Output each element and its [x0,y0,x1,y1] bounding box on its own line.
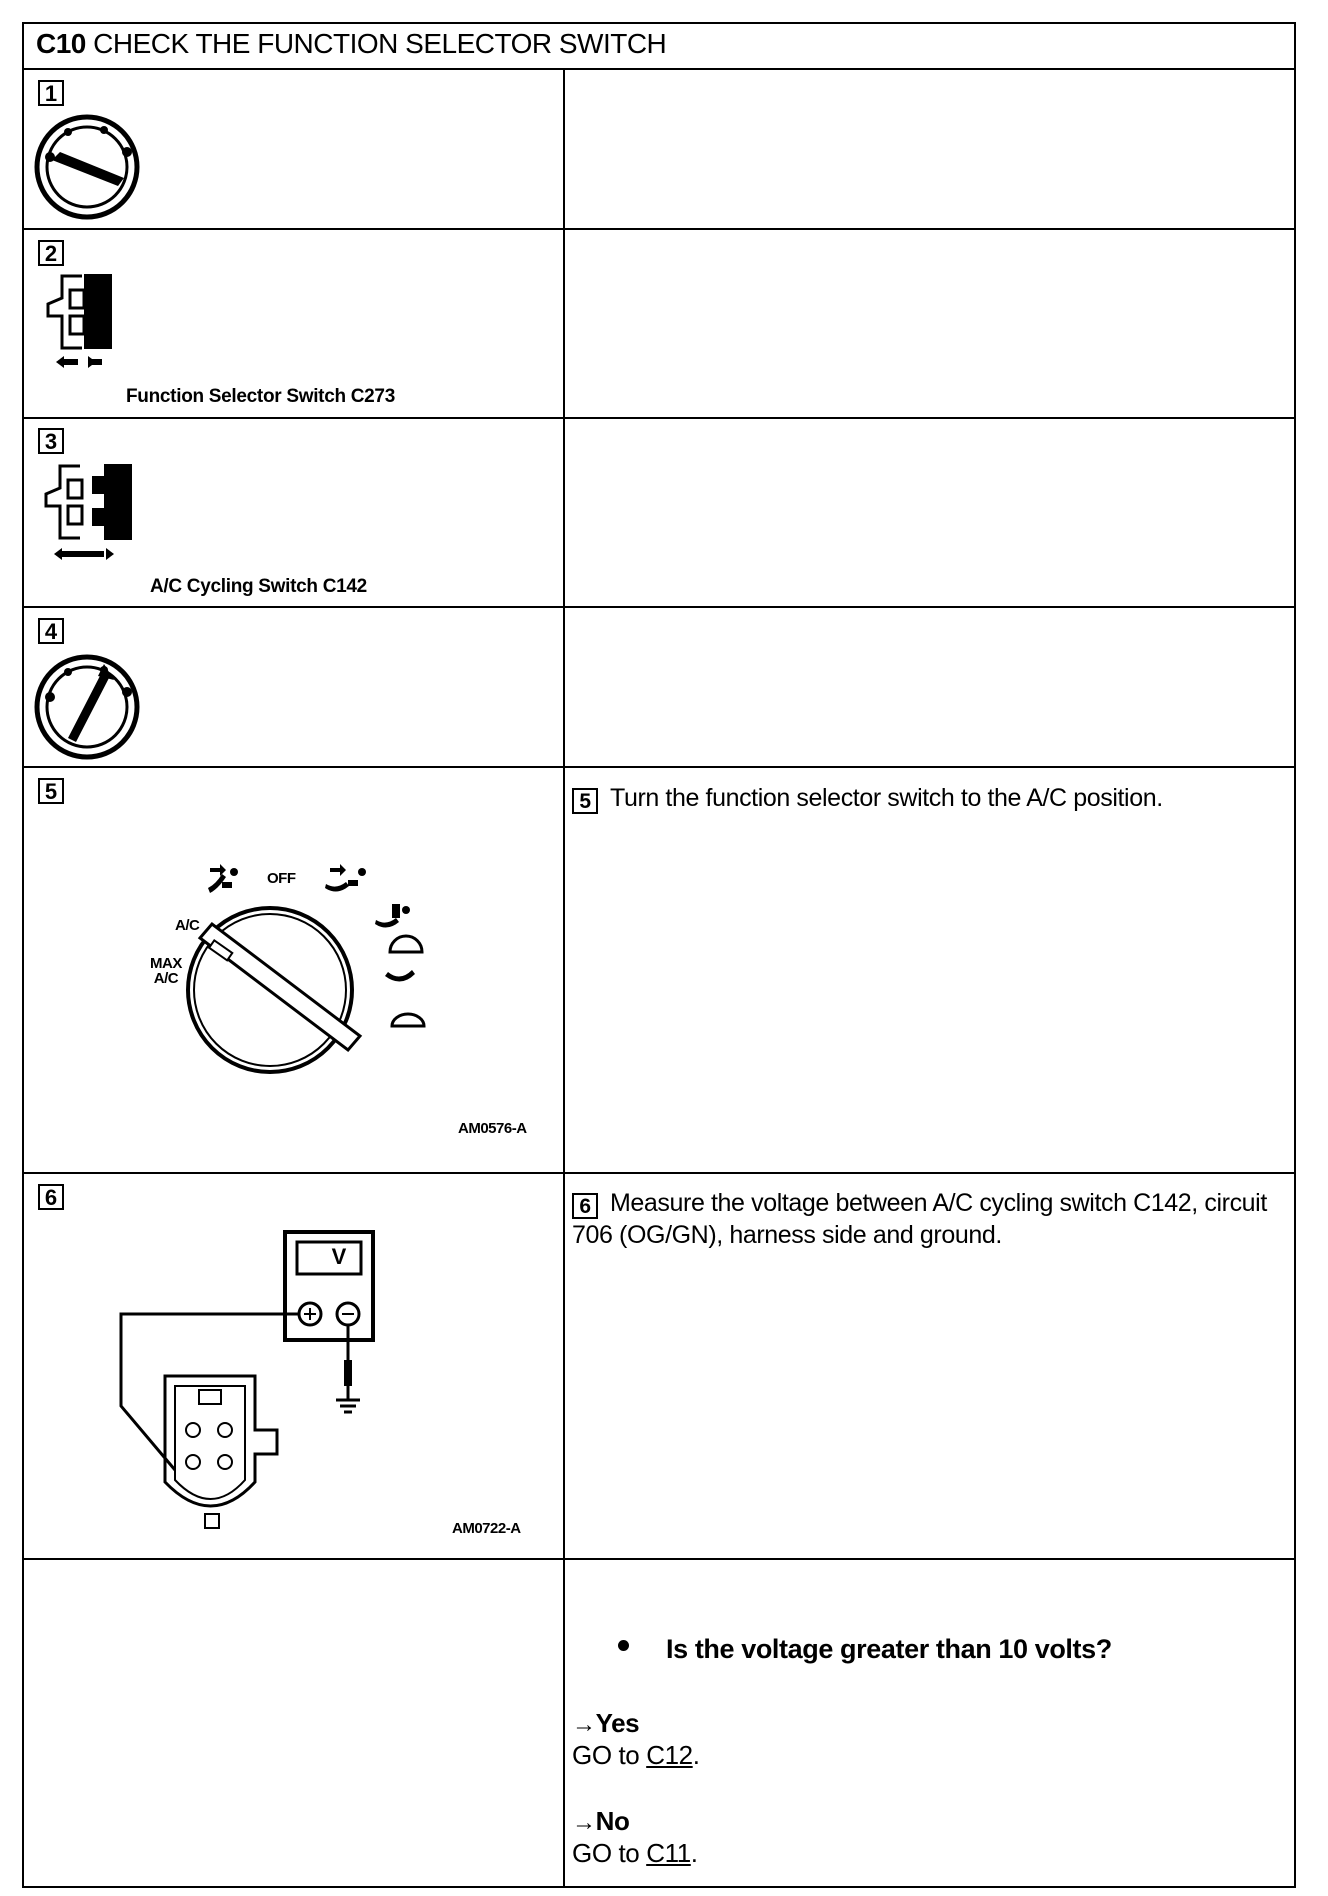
ignition-key-run-icon [32,652,144,762]
row-divider [22,417,1296,419]
row-divider [22,1558,1296,1560]
figure-code-6: AM0722-A [452,1520,521,1537]
instruction-6: 6 Measure the voltage between A/C cycling switch C142, circuit 706 (OG/GN), harness side and ground. [572,1189,1267,1249]
goto-c11-link[interactable]: C11 [646,1838,691,1868]
answer-yes-label: →Yes [572,1708,640,1738]
meter-label: V [331,1244,347,1269]
row-divider [22,766,1296,768]
ignition-key-off-icon [32,112,144,222]
figure-caption-2: Function Selector Switch C273 [126,386,395,407]
row-divider [22,228,1296,230]
answer-yes-action: GO to C12. [572,1740,700,1770]
goto-c12-link[interactable]: C12 [646,1740,693,1770]
step-number-5: 5 [38,778,64,804]
figure-code-5: AM0576-A [458,1120,527,1137]
dial-label-max-ac: MAX A/C [150,955,182,987]
bullet [618,1640,629,1651]
step-number-inline-6: 6 [572,1193,598,1219]
figure-caption-3: A/C Cycling Switch C142 [150,576,367,597]
row-divider [22,606,1296,608]
dial-label-ac: A/C [175,917,200,934]
question-text: Is the voltage greater than 10 volts? [666,1634,1112,1664]
step-number-inline-5: 5 [572,788,598,814]
test-code: C10 [36,28,86,59]
step-number-1: 1 [38,80,64,106]
step-number-3: 3 [38,428,64,454]
voltmeter-connector-figure [115,1230,385,1530]
row-divider [22,1172,1296,1174]
row-divider [22,68,1296,70]
page-title [36,28,666,60]
answer-no-action: GO to C11. [572,1838,698,1868]
connector-disconnect-icon [32,462,142,562]
test-title: CHECK THE FUNCTION SELECTOR SWITCH [93,28,667,59]
answer-no-label: →No [572,1806,630,1836]
dial-label-off: OFF [267,870,296,887]
step-number-4: 4 [38,618,64,644]
step-number-6: 6 [38,1184,64,1210]
instruction-5: 5 Turn the function selector switch to the A/C position. [572,782,1272,814]
column-divider [563,68,565,1888]
step-number-2: 2 [38,240,64,266]
connector-disconnect-icon [44,272,124,372]
